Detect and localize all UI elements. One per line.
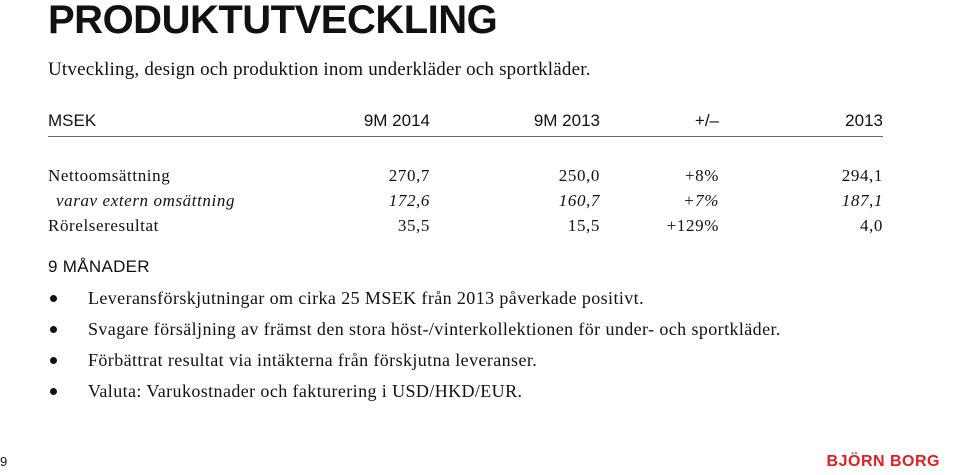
- list-item: [48, 376, 781, 407]
- header-msek: MSEK: [48, 111, 97, 130]
- bullet-icon: [50, 357, 57, 364]
- page-subtitle: Utveckling, design och produktion inom underkläder och sportkläder.: [48, 59, 591, 80]
- table-row: [48, 163, 883, 188]
- list-item-text: Svagare försäljning av främst den stora höst-/vinterkollektionen för under- och sportkläder.: [88, 319, 781, 339]
- page-number: 9: [0, 454, 8, 469]
- cell-2013: 4,0: [859, 216, 883, 235]
- header-9m-2014: 9M 2014: [363, 111, 430, 130]
- cell-2013: 294,1: [841, 166, 883, 185]
- cell-2013: 187,1: [841, 191, 883, 210]
- list-item-text: Förbättrat resultat via intäkterna från förskjutna leveranser.: [88, 350, 538, 370]
- page-title: PRODUKTUTVECKLING: [48, 0, 498, 42]
- table-row: [48, 188, 883, 213]
- header-9m-2013: 9M 2013: [533, 111, 600, 130]
- bullet-icon: [50, 326, 57, 333]
- cell-change: +129%: [666, 216, 719, 235]
- header-2013: 2013: [845, 111, 883, 130]
- financial-table: [48, 108, 883, 238]
- cell-9m-2014: 270,7: [388, 166, 430, 185]
- cell-9m-2014: 172,6: [388, 191, 430, 210]
- section-heading: 9 MÅNADER: [48, 257, 150, 276]
- bullet-icon: [50, 295, 57, 302]
- cell-9m-2013: 15,5: [567, 216, 600, 235]
- row-label: Rörelseresultat: [48, 216, 159, 235]
- header-change: +/–: [694, 111, 719, 130]
- row-label: Nettoomsättning: [48, 166, 171, 185]
- bullet-list: [48, 283, 781, 407]
- cell-change: +7%: [683, 191, 719, 210]
- row-label: varav extern omsättning: [56, 191, 236, 210]
- cell-9m-2013: 160,7: [558, 191, 600, 210]
- list-item: [48, 314, 781, 345]
- cell-9m-2013: 250,0: [558, 166, 600, 185]
- table-spacer: [48, 137, 883, 163]
- bullet-icon: [50, 388, 57, 395]
- table-row: [48, 213, 883, 238]
- table-header-row: [48, 108, 883, 137]
- list-item: [48, 345, 781, 376]
- list-item: [48, 283, 781, 314]
- bjorn-borg-logo: BJÖRN BORG: [826, 453, 940, 470]
- list-item-text: Leveransförskjutningar om cirka 25 MSEK från 2013 påverkade positivt.: [88, 288, 644, 308]
- cell-9m-2014: 35,5: [397, 216, 430, 235]
- cell-change: +8%: [684, 166, 719, 185]
- list-item-text: Valuta: Varukostnader och fakturering i USD/HKD/EUR.: [88, 381, 523, 401]
